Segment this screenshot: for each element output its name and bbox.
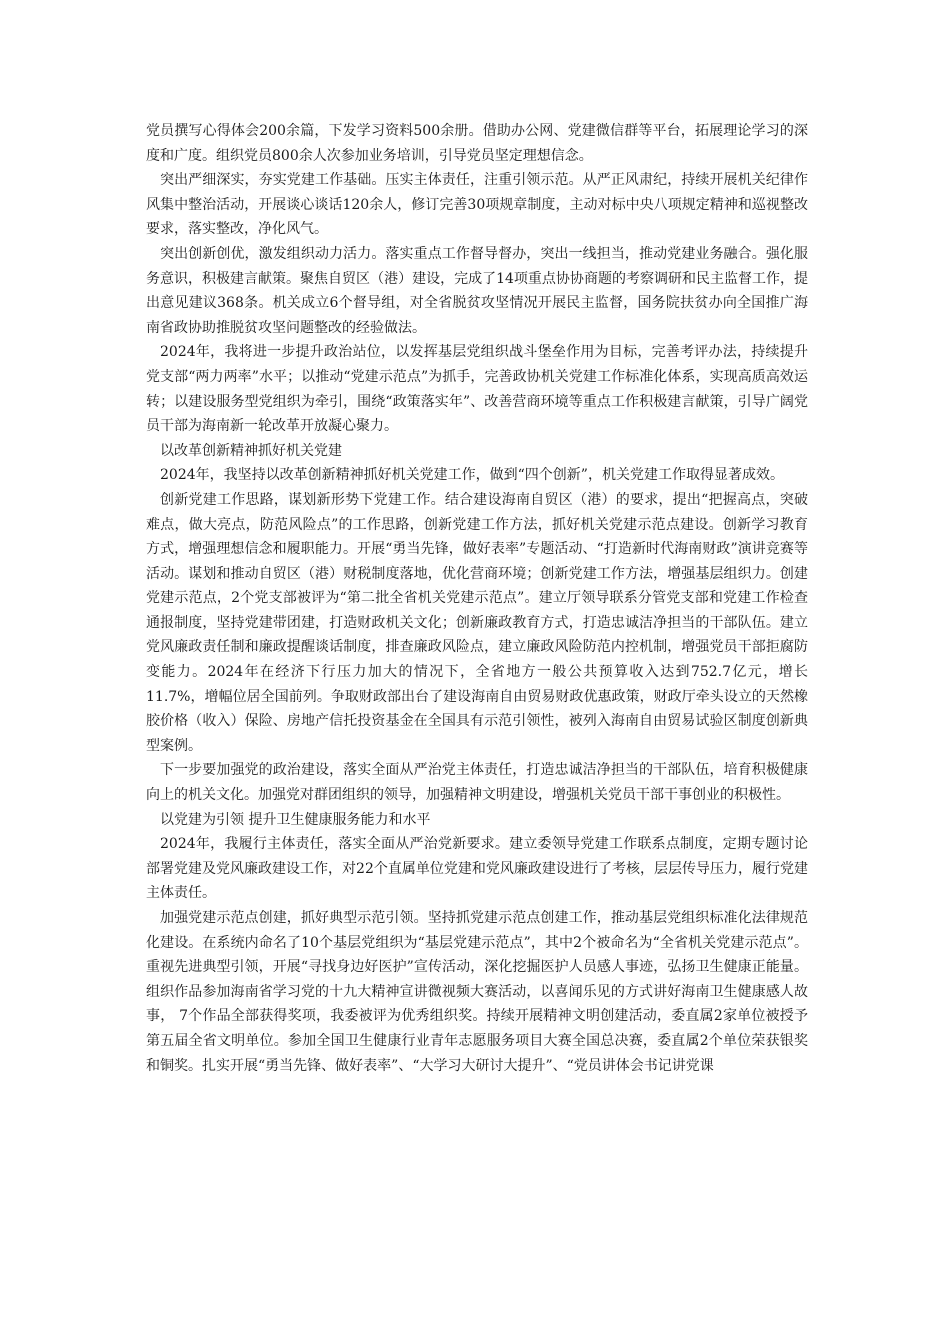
paragraph-3: 突出创新创优，激发组织动力活力。落实重点工作督导督办，突出一线担当，推动党建业务融合。强化服务意识，积极建言献策。聚焦自贸区（港）建设，完成了14项重点协协商题的考察调研和民主监督工作，提出意见建议368条。机关成立6个督导组，对全省脱贫攻坚情况开展民主监督，国务院扶贫办向全国推广海南省政协助推脱贫攻坚问题整改的经验做法。 <box>146 245 808 336</box>
paragraph-6: 创新党建工作思路，谋划新形势下党建工作。结合建设海南自贸区（港）的要求，提出“把握高点，突破难点，做大亮点，防范风险点”的工作思路，创新党建工作方法，抓好机关党建示范点建设。创新学习教育方式，增强理想信念和履职能力。开展“勇当先锋，做好表率”专题活动、“打造新时代海南财政”演讲竞赛等活动。谋划和推动自贸区（港）财税制度落地，优化营商环境；创新党建工作方法，增强基层组织力。创建党建示范点，2个党支部被评为“第二批全省机关党建示范点”。建立厅领导联系分管党支部和党建工作检查通报制度，坚持党建带团建，打造财政机关文化；创新廉政教育方式，打造忠诚洁净担当的干部队伍。建立党风廉政责任制和廉政提醒谈话制度，排查廉政风险点，建立廉政风险防范内控机制，增强党员干部拒腐防变能力。2024年在经济下行压力加大的情况下，全省地方一般公共预算收入达到752.7亿元，增长11.7%，增幅位居全国前列。争取财政部出台了建设海南自由贸易财政优惠政策，财政厅牵头设立的天然橡胶价格（收入）保险、房地产信托投资基金在全国具有示范引领性，被列入海南自由贸易试验区制度创新典型案例。 <box>146 491 808 754</box>
paragraph-5: 2024年，我坚持以改革创新精神抓好机关党建工作，做到“四个创新”，机关党建工作取得显著成效。 <box>160 467 784 484</box>
section-heading-1: 以改革创新精神抓好机关党建 <box>160 442 342 459</box>
paragraph-1: 党员撰写心得体会200余篇，下发学习资料500余册。借助办公网、党建微信群等平台，拓展理论学习的深度和广度。组织党员800余人次参加业务培训，引导党员坚定理想信念。 <box>146 123 808 164</box>
paragraph-4: 2024年，我将进一步提升政治站位，以发挥基层党组织战斗堡垒作用为目标，完善考评办法，持续提升党支部“两力两率”水平；以推动“党建示范点”为抓手，完善政协机关党建工作标准化体系，实现高质高效运转；以建设服务型党组织为牵引，围绕“政策落实年”、改善营商环境等重点工作积极建言献策，引导广阔党员干部为海南新一轮改革开放凝心聚力。 <box>146 344 808 435</box>
document-page <box>146 119 808 1078</box>
paragraph-7: 下一步要加强党的政治建设，落实全面从严治党主体责任，打造忠诚洁净担当的干部队伍，培育积极健康向上的机关文化。加强党对群团组织的领导，加强精神文明建设，增强机关党员干部干事创业的积极性。 <box>146 762 808 804</box>
paragraph-8: 2024年，我履行主体责任，落实全面从严治党新要求。建立委领导党建工作联系点制度，定期专题讨论部署党建及党风廉政建设工作，对22个直属单位党建和党风廉政建设进行了考核，层层传导压力，履行党建主体责任。 <box>146 836 808 902</box>
section-heading-2: 以党建为引领 提升卫生健康服务能力和水平 <box>160 811 431 828</box>
paragraph-2: 突出严细深实，夯实党建工作基础。压实主体责任，注重引领示范。从严正风肃纪，持续开展机关纪律作风集中整治活动，开展谈心谈话120余人，修订完善30项规章制度，主动对标中央八项规定精神和巡视整改要求，落实整改，净化风气。 <box>146 172 808 238</box>
paragraph-9: 加强党建示范点创建，抓好典型示范引领。坚持抓党建示范点创建工作，推动基层党组织标准化法律规范化建设。在系统内命名了10个基层党组织为“基层党建示范点”，其中2个被命名为“全省机关党建示范点”。重视先进典型引领，开展“寻找身边好医护”宣传活动，深化挖掘医护人员感人事迹，弘扬卫生健康正能量。组织作品参加海南省学习党的十九大精神宣讲微视频大赛活动，以喜闻乐见的方式讲好海南卫生健康感人故事， 7个作品全部获得奖项，我委被评为优秀组织奖。持续开展精神文明创建活动，委直属2家单位被授予第五届全省文明单位。参加全国卫生健康行业青年志愿服务项目大赛全国总决赛，委直属2个单位荣获银奖和铜奖。扎实开展“勇当先锋、做好表率”、“大学习大研讨大提升”、“党员讲体会书记讲党课 <box>146 910 808 1074</box>
